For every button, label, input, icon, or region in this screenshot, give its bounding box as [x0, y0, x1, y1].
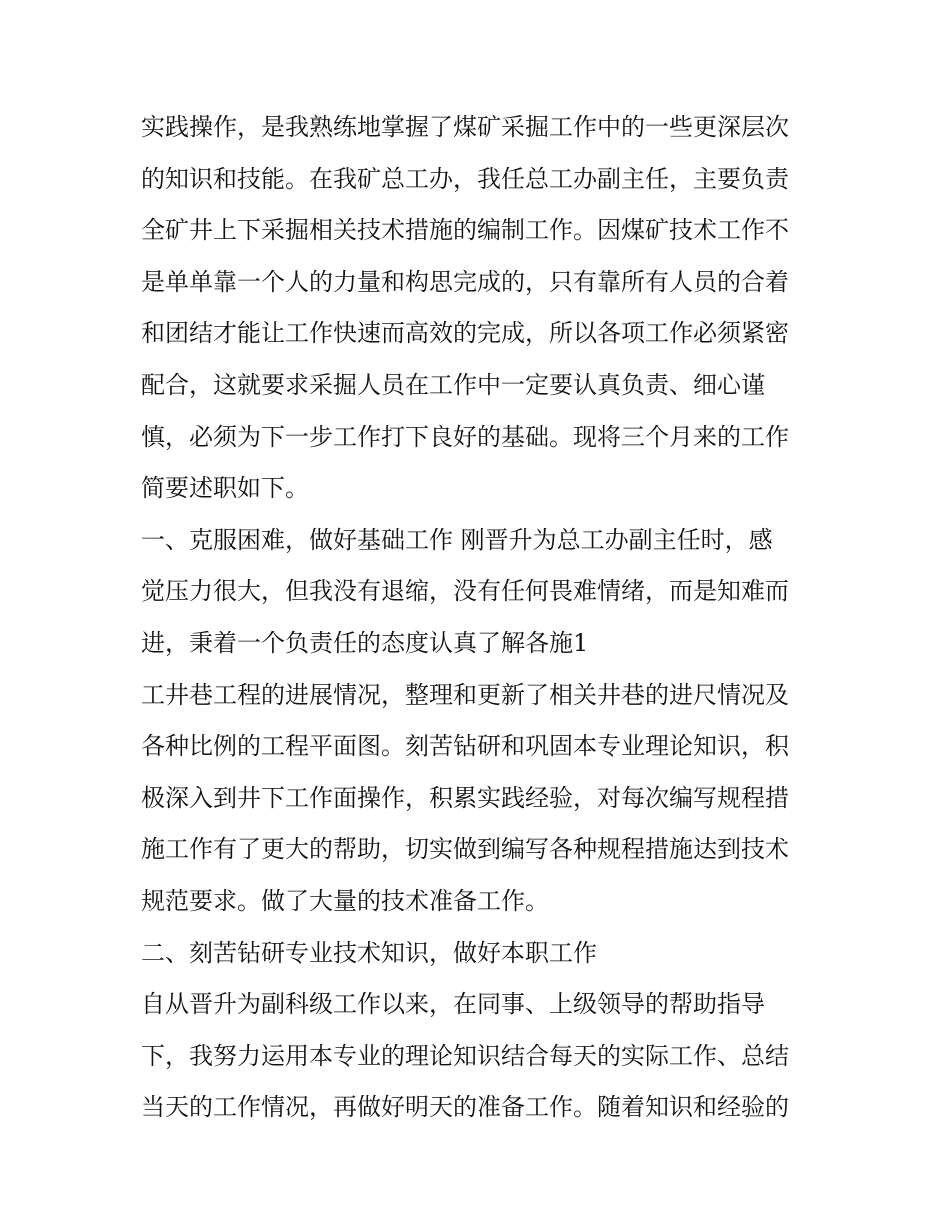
- text-line-11: 进，秉着一个负责任的态度认真了解各施1: [141, 628, 589, 657]
- section-heading-1: 一、克服困难，做好基础工作 刚晋升为总工办副主任时，感: [141, 525, 773, 554]
- text-line-6: 配合，这就要求采掘人员在工作中一定要认真负责、细心谨: [141, 370, 765, 399]
- body-text: [141, 102, 841, 1134]
- text-line-2: 的知识和技能。在我矿总工办，我任总工办副主任，主要负责: [141, 164, 789, 193]
- text-line-10: 觉压力很大，但我没有退缩，没有任何畏难情绪，而是知难而: [141, 577, 789, 606]
- text-line-7: 慎，必须为下一步工作打下良好的基础。现将三个月来的工作: [141, 422, 789, 451]
- text-line-13: 各种比例的工程平面图。刻苦钻研和巩固本专业理论知识，积: [141, 732, 789, 761]
- text-line-15: 施工作有了更大的帮助，切实做到编写各种规程措施达到技术: [141, 835, 789, 864]
- text-line-5: 和团结才能让工作快速而高效的完成，所以各项工作必须紧密: [141, 319, 789, 348]
- text-line-20: 当天的工作情况，再做好明天的准备工作。随着知识和经验的: [141, 1093, 789, 1122]
- text-line-19: 下，我努力运用本专业的理论知识结合每天的实际工作、总结: [141, 1041, 789, 1070]
- text-line-1: 实践操作，是我熟练地掌握了煤矿采掘工作中的一些更深层次: [141, 113, 789, 141]
- text-line-14: 极深入到井下工作面操作，积累实践经验，对每次编写规程措: [141, 783, 789, 812]
- text-line-12: 工井巷工程的进展情况，整理和更新了相关井巷的进尺情况及: [141, 680, 789, 709]
- text-line-16: 规范要求。做了大量的技术准备工作。: [141, 886, 549, 915]
- text-line-18: 自从晋升为副科级工作以来，在同事、上级领导的帮助指导: [141, 990, 765, 1019]
- section-heading-2: 二、刻苦钻研专业技术知识，做好本职工作: [141, 938, 597, 967]
- text-line-8: 简要述职如下。: [141, 474, 309, 503]
- text-line-4: 是单单靠一个人的力量和构思完成的，只有靠所有人员的合着: [141, 267, 789, 296]
- text-line-3: 全矿井上下采掘相关技术措施的编制工作。因煤矿技术工作不: [141, 216, 789, 245]
